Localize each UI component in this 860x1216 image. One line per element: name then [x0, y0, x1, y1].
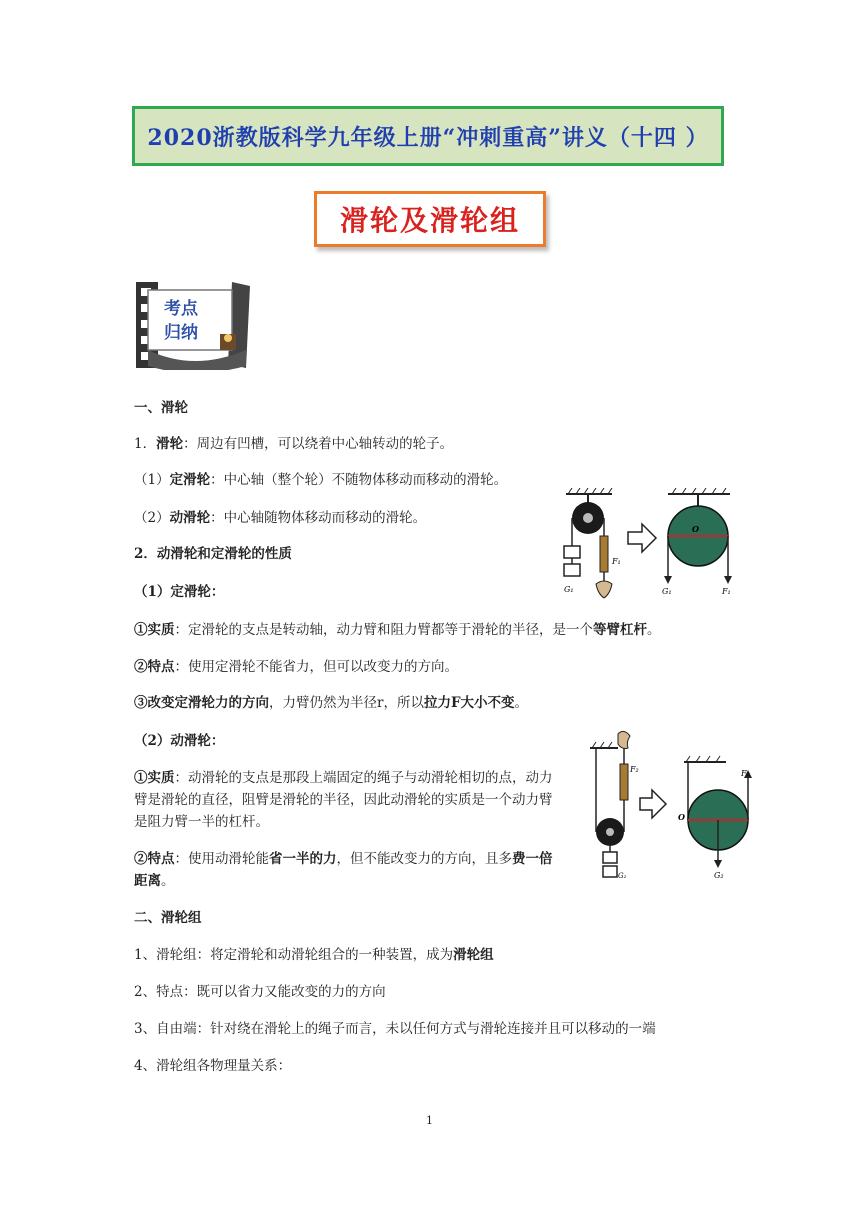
fig1-label-f1-left: F₁ — [612, 557, 621, 566]
section2-heading: 二、滑轮组 — [134, 910, 202, 926]
pulley-definition: 1．滑轮：周边有凹槽，可以绕着中心轴转动的轮子。 — [134, 436, 454, 452]
movable-essence: ①实质：动滑轮的支点是那段上端固定的绳子与动滑轮相切的点，动力臂是滑轮的直径，阻臂是滑轮的半径，因此动滑轮的实质是一个动力臂是阻力臂一半的杠杆。 — [134, 770, 553, 830]
movable-pulley-heading: （2）动滑轮： — [134, 733, 225, 749]
fixed-essence: ①实质：定滑轮的支点是转动轴，动力臂和阻力臂都等于滑轮的半径，是一个等臂杠杆。 — [134, 622, 661, 638]
pulley-block-definition: 1、滑轮组：将定滑轮和动滑轮组合的一种装置，成为滑轮组 — [134, 947, 494, 963]
pulley-block-feature: 2、特点：既可以省力又能改变的力的方向 — [134, 984, 386, 1000]
badge-line2: 归纳 — [164, 323, 198, 343]
fixed-direction: ③改变定滑轮力的方向，力臂仍然为半径r，所以拉力F大小不变。 — [134, 695, 529, 711]
page-title: 2020浙教版科学九年级上册“冲刺重高”讲义（十四 ） — [147, 124, 709, 151]
subtitle-banner — [314, 191, 546, 247]
physical-relations: 4、滑轮组各物理量关系： — [134, 1058, 292, 1074]
fig1-label-g1-left: G₁ — [564, 585, 574, 594]
fig1-label-o: O — [692, 524, 699, 534]
properties-heading: 2．动滑轮和定滑轮的性质 — [134, 546, 292, 562]
fixed-pulley-heading: （1）定滑轮： — [134, 584, 225, 600]
film-strip-badge-icon — [134, 280, 252, 370]
fig2-label-f2-left: F₂ — [630, 765, 639, 774]
page-subtitle: 滑轮及滑轮组 — [339, 204, 520, 237]
movable-pulley-figure — [586, 728, 756, 883]
fixed-pulley-definition: （1）定滑轮：中心轴（整个轮）不随物体移动而移动的滑轮。 — [134, 472, 508, 488]
free-end-definition: 3、自由端：针对绕在滑轮上的绳子而言，未以任何方式与滑轮连接并且可以移动的一端 — [134, 1021, 656, 1037]
badge-line1: 考点 — [164, 299, 198, 319]
fig1-label-g1-right: G₁ — [662, 587, 672, 596]
page-number: 1 — [426, 1114, 433, 1127]
movable-feature: ②特点：使用动滑轮能省一半的力，但不能改变力的方向，且多费一倍距离。 — [134, 851, 553, 889]
fixed-feature: ②特点：使用定滑轮不能省力，但可以改变力的方向。 — [134, 659, 458, 675]
fig2-label-o: O — [678, 812, 685, 822]
fig2-label-g2-right: G₂ — [714, 871, 724, 880]
fixed-pulley-figure — [558, 488, 738, 603]
movable-pulley-definition: （2）动滑轮：中心轴随物体移动而移动的滑轮。 — [134, 510, 427, 526]
fig2-label-f2-right: F₂ — [741, 769, 750, 778]
section1-heading: 一、滑轮 — [134, 400, 188, 416]
fig1-label-f1-right: F₁ — [722, 587, 731, 596]
title-banner — [132, 106, 724, 166]
fig2-label-g2-left: G₂ — [618, 872, 627, 880]
